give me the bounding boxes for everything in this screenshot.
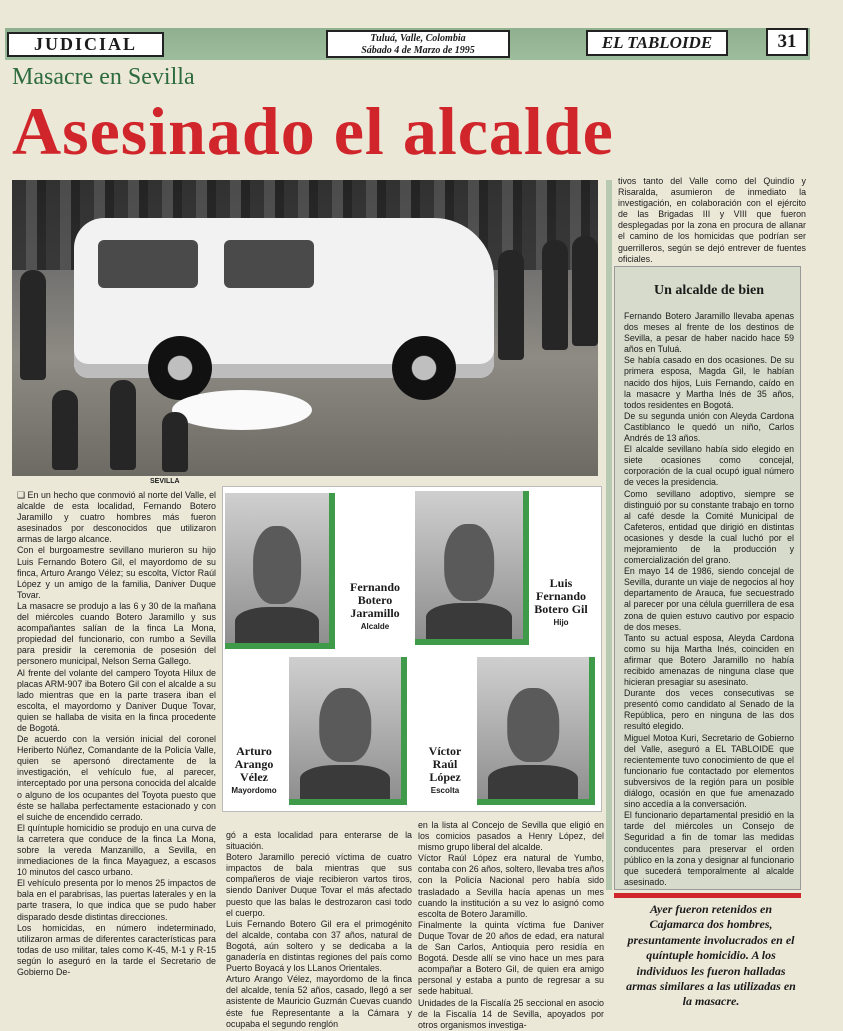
dateline-date: Sábado 4 de Marzo de 1995 <box>361 45 475 56</box>
victim-label-2: Luis Fernando Botero Gil Hijo <box>534 576 588 627</box>
portrait-victor-raul-lopez <box>477 657 595 805</box>
column-1: ❑ En un hecho que conmovió al norte del Valle, el alcalde de esta localidad, Fernando Botero Jaramillo y cuatro hombres más fueron asesinados por desconocidos que utilizaron armas de largo alcance. Con el burgoamestre sevillano murieron su hijo Luis Fernando Botero Gil, el mayordomo de su finca, Arturo Arango Vélez; su escolta, Víctor Raúl López y un amigo de la familia, Daniver Duque Tovar. La masacre se produjo a las 6 y 30 de la mañana del miércoles cuando Botero Jaramillo y sus acompañantes salían de la finca La Mona, propiedad del funcionario, con rumbo a Sevilla para presidir la ceremonia de posesión del personero municipal, Nelson Serna Gallego. Al frente del volante del campero Toyota Hilux de placas ARM-907 iba Botero Gil con el alcalde a su lado mientras que en la parte trasera iban el escolta, el mayordomo y Daniver Duque Tovar, quien se hallaba de visita en la finca procedente de Bogotá. De acuerdo con la versión inicial del coronel Heriberto Núñez, Comandante de la Policía Valle, quien se apersonó directamente de la investigación, el vehículo fue, al parecer, interceptado por una persona conocida del alcalde o alguno de los ocupantes del Toyota puesto que éste se hallaba perfectamente estacionado y con el suiche de encendido cerrado. El quíntuple homicidio se produjo en una curva de la carretera que conduce de la finca La Mona, sobre la vereda Manzanillo, a Sevilla, en inmediaciones de la finca Mayaguez, a escasos 10 minutos del casco urbano. El vehículo presenta por lo menos 25 impactos de bala en el parabrisas, las puertas laterales y en la parte trasera, lo que indica que se pudo haber disparado desde distintas direcciones. Los homicidas, en número indeterminado, utilizaron armas de diferentes características para todas de uso militar, tales como K-45, M-1 y R-15 según lo aseguró en la tarde el Secretario de Gobierno De- <box>17 490 216 978</box>
photo-sheet <box>172 390 312 430</box>
main-photo <box>12 180 598 476</box>
sidebar-box <box>614 266 801 890</box>
dateline-place: Tuluá, Valle, Colombia <box>370 33 466 44</box>
portrait-luis-fernando-botero-gil <box>415 491 529 645</box>
sidebar-body: Fernando Botero Jaramillo llevaba apenas dos meses al frente de los destinos de Sevilla, a pesar de haber nacido hace 59 años en Tuluá. Se había casado en dos ocasiones. De su primera esposa, Magda Gil, le habían nacido dos hijos, Luis Fernando, caído en la masacre y Martha Inés de 35 años, todos residentes en Bogotá. De su segunda unión con Aleyda Cardona Castiblanco le quedó un niño, Carlos Andrés de 13 años. El alcalde sevillano había sido elegido en siete ocasiones como concejal, corporación de la cual ocupó igual número de veces la presidencia. Como sevillano adoptivo, siempre se distinguió por su constante trabajo en torno al café desde la Comité Municipal de Cafeteros, entidad que dirigió en distintas ocasiones y desde la cual luchó por el mejoramiento de la producción y comercialización del grano. En mayo 14 de 1986, siendo concejal de Sevilla, durante un viaje de negocios al hoy departamento de Arauca, fue secuestrado al parecer por una célula guerrillera de esa zona de quien estuvo cautivo por espacio de dos meses. Tanto su actual esposa, Aleyda Cardona como su hija Martha Inés, coinciden en afirmar que Botero Jaramillo no había recibido amenazas de ninguna clase que hicieran presagiar su asesinato. Durante dos veces consecutivas se presentó como candidato al Senado de la República, pero en ninguna de las dos resultó elegido. Miguel Motoa Kuri, Secretario de Gobierno del Valle, aseguró a EL TABLOIDE que recientemente tuvo conocimiento de que el funcionario fue contactado por elementos subversivos de la región para un posible diálogo, ocasión en que fue amenazado sino accedía a la conversación. El funcionario departamental presidió en la tarde del miércoles un Consejo de Seguridad a fin de tomar las medidas conducentes para preservar el orden público en la zona y designar al funcionario que sucederá temporalmente al alcalde asesinado. <box>624 311 794 887</box>
headline: Asesinado el alcalde <box>12 93 614 169</box>
dateline <box>326 30 510 58</box>
victim-label-1: Fernando Botero Jaramillo Alcalde <box>349 580 400 631</box>
newspaper-brand: EL TABLOIDE <box>586 30 728 56</box>
column-3: en la lista al Concejo de Sevilla que eligió en los comicios pasados a Henry López, del mismo grupo liberal del alcalde. Víctor Raúl López era natural de Yumbo, contaba con 26 años, soltero, llevaba tres años con la Policía Nacional pero había sido trasladado a Sevilla hacía apenas un mes cuando la institución a su vez lo asignó como escolta de Botero Jaramillo. Finalmente la quinta víctima fue Daniver Duque Tovar de 20 años de edad, era natural de San Carlos, Antioquia pero residía en Bogotá. Desde allí se vino hace un mes para acompañar a Botero Gil, de quien era amigo personal y estaba a punto de regresar a su sede habitual. Unidades de la Fiscalía 25 seccional en asocio de la Fiscalía 14 de Sevilla, apoyados por otros organismos investiga- <box>418 820 605 1030</box>
victim-label-4: Víctor Raúl López Escolta <box>428 744 462 795</box>
page-number: 31 <box>766 28 808 56</box>
column-2: gó a esta localidad para enterarse de la situación. Botero Jaramillo pereció víctima de cuatro impactos de bala mientras que sus compañeros de viaje recibieron vartos tiros, siendo Daniver Duque Tovar el más afectado puesto que las balas le destrozaron casi todo el cuerpo. Luis Fernando Botero Gil era el primogénito del alcalde, contaba con 37 años, natural de Bogotá, aún soltero y se dedicaba a la ganadería en distintas regiones del país como Puerto Boyacá y los LLanos Orientales. Arturo Arango Vélez, mayordomo de la finca del alcalde, tenía 52 años, casado, llegó a ser asistente de Mauricio Guzmán Cuevas cuando éste fue Representante a la Cámara y ocupaba el segundo renglón <box>226 830 412 1029</box>
pull-quote: Ayer fueron retenidos en Cajamarca dos hombres, presuntamente involucrados en el quíntuple homicidio. A los individuos les fueron halladas armas similares a las utilizadas en la masacre. <box>626 902 796 1009</box>
pull-quote-rule <box>614 893 801 898</box>
victim-label-3: Arturo Arango Vélez Mayordomo <box>231 744 277 795</box>
portrait-fernando-botero-jaramillo <box>225 493 335 649</box>
portrait-arturo-arango-velez <box>289 657 407 805</box>
section-label: JUDICIAL <box>7 32 164 57</box>
column-4-top: tivos tanto del Valle como del Quindío y Risaralda, asumieron de inmediato la investigación, en colaboración con el ejército de las Brigadas III y VIII que fueron desplegadas por la zona en procura de allanar el camino de los homicidas que podrían ser guerrilleros, según se dejó entrever de fuentes oficiales. <box>618 176 806 264</box>
photo-credit: SEVILLA <box>150 478 180 485</box>
photo-vehicle <box>74 218 494 378</box>
victims-gallery <box>222 486 602 812</box>
kicker: Masacre en Sevilla <box>12 64 195 90</box>
sidebar-title: Un alcalde de bien <box>653 283 765 298</box>
